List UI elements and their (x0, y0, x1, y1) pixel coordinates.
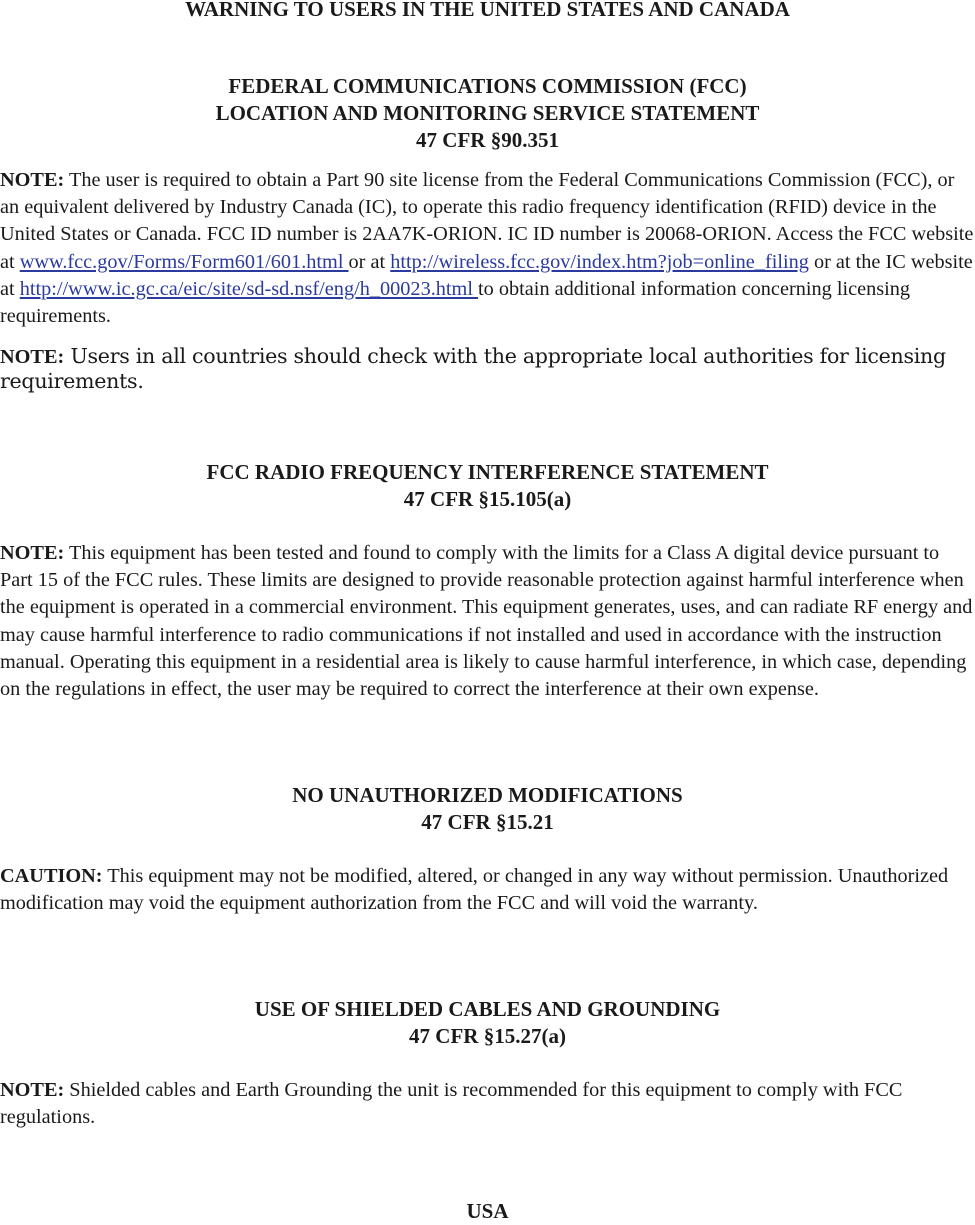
fcc-location-note (0, 167, 975, 330)
note-text-4: to obtain additional information concerning licensing requirements. (0, 277, 911, 328)
fcc-location-heading-3: 47 CFR §90.351 (416, 128, 559, 152)
rf-interference-text: This equipment has been tested and found to comply with the limits for a Class A digital device pursuant to Part 15 of the FCC rules. These limits are designed to provide reasonable protection against harmful interference when the equipment is operated in a commercial environment. This equipment generates, uses, and can radiate RF energy and may cause harmful interference to radio communications if not installed and used in accordance with the instruction manual. Operating this equipment in a residential area is likely to cause harmful interference, in which case, depending on the regulations in effect, the user may be required to correct the interference at their own expense. (0, 542, 973, 701)
shielded-heading-2: 47 CFR §15.27(a) (409, 1024, 566, 1048)
note-text-1: The user is required to obtain a Part 90 site license from the Federal Communications Commission (FCC), or an equivalent delivered by Industry Canada (IC), to operate this radio frequency identification (RFID) device in the United States or Canada. FCC ID number is 2AA7K-ORION. IC ID number is 20068-ORION. Access the FCC website at (0, 169, 974, 273)
modifications-heading-2: 47 CFR §15.21 (421, 810, 554, 834)
footer-country: USA (466, 1199, 509, 1223)
modifications-heading-1: NO UNAUTHORIZED MODIFICATIONS (292, 783, 683, 807)
note-label: NOTE: (0, 169, 65, 191)
fcc-location-heading-2: LOCATION AND MONITORING SERVICE STATEMENT (215, 101, 760, 125)
modifications-caution (0, 863, 975, 917)
note-text-3: or at the IC website at (0, 250, 973, 300)
note-label: NOTE: (0, 1079, 65, 1101)
warning-title: WARNING TO USERS IN THE UNITED STATES AND CANADA (185, 0, 790, 21)
note-text-2: or at (348, 250, 391, 273)
shielded-note (0, 1077, 975, 1131)
rf-interference-heading-2: 47 CFR §15.105(a) (403, 487, 572, 511)
note-label: NOTE: (0, 346, 65, 368)
ic-website-link[interactable]: http://www.ic.gc.ca/eic/site/sd-sd.nsf/eng/h_00023.html (19, 277, 479, 300)
shielded-heading-1: USE OF SHIELDED CABLES AND GROUNDING (254, 997, 721, 1021)
licensing-note-text: Users in all countries should check with the appropriate local authorities for licensing requirements. (0, 344, 946, 393)
fcc-form601-link[interactable]: www.fcc.gov/Forms/Form601/601.html (19, 250, 349, 273)
note-label: NOTE: (0, 542, 65, 564)
caution-text: This equipment may not be modified, altered, or changed in any way without permission. Unauthorized modification may void the equipment authorization from the FCC and will void the warranty. (0, 865, 949, 915)
shielded-text: Shielded cables and Earth Grounding the unit is recommended for this equipment to comply with FCC regulations. (0, 1079, 903, 1129)
rf-interference-heading-1: FCC RADIO FREQUENCY INTERFERENCE STATEMENT (206, 460, 769, 484)
licensing-note (0, 344, 975, 393)
rf-interference-note (0, 540, 975, 703)
fcc-wireless-link[interactable]: http://wireless.fcc.gov/index.htm?job=online_filing (390, 250, 809, 273)
fcc-location-heading-1: FEDERAL COMMUNICATIONS COMMISSION (FCC) (228, 74, 747, 98)
caution-label: CAUTION: (0, 865, 103, 887)
